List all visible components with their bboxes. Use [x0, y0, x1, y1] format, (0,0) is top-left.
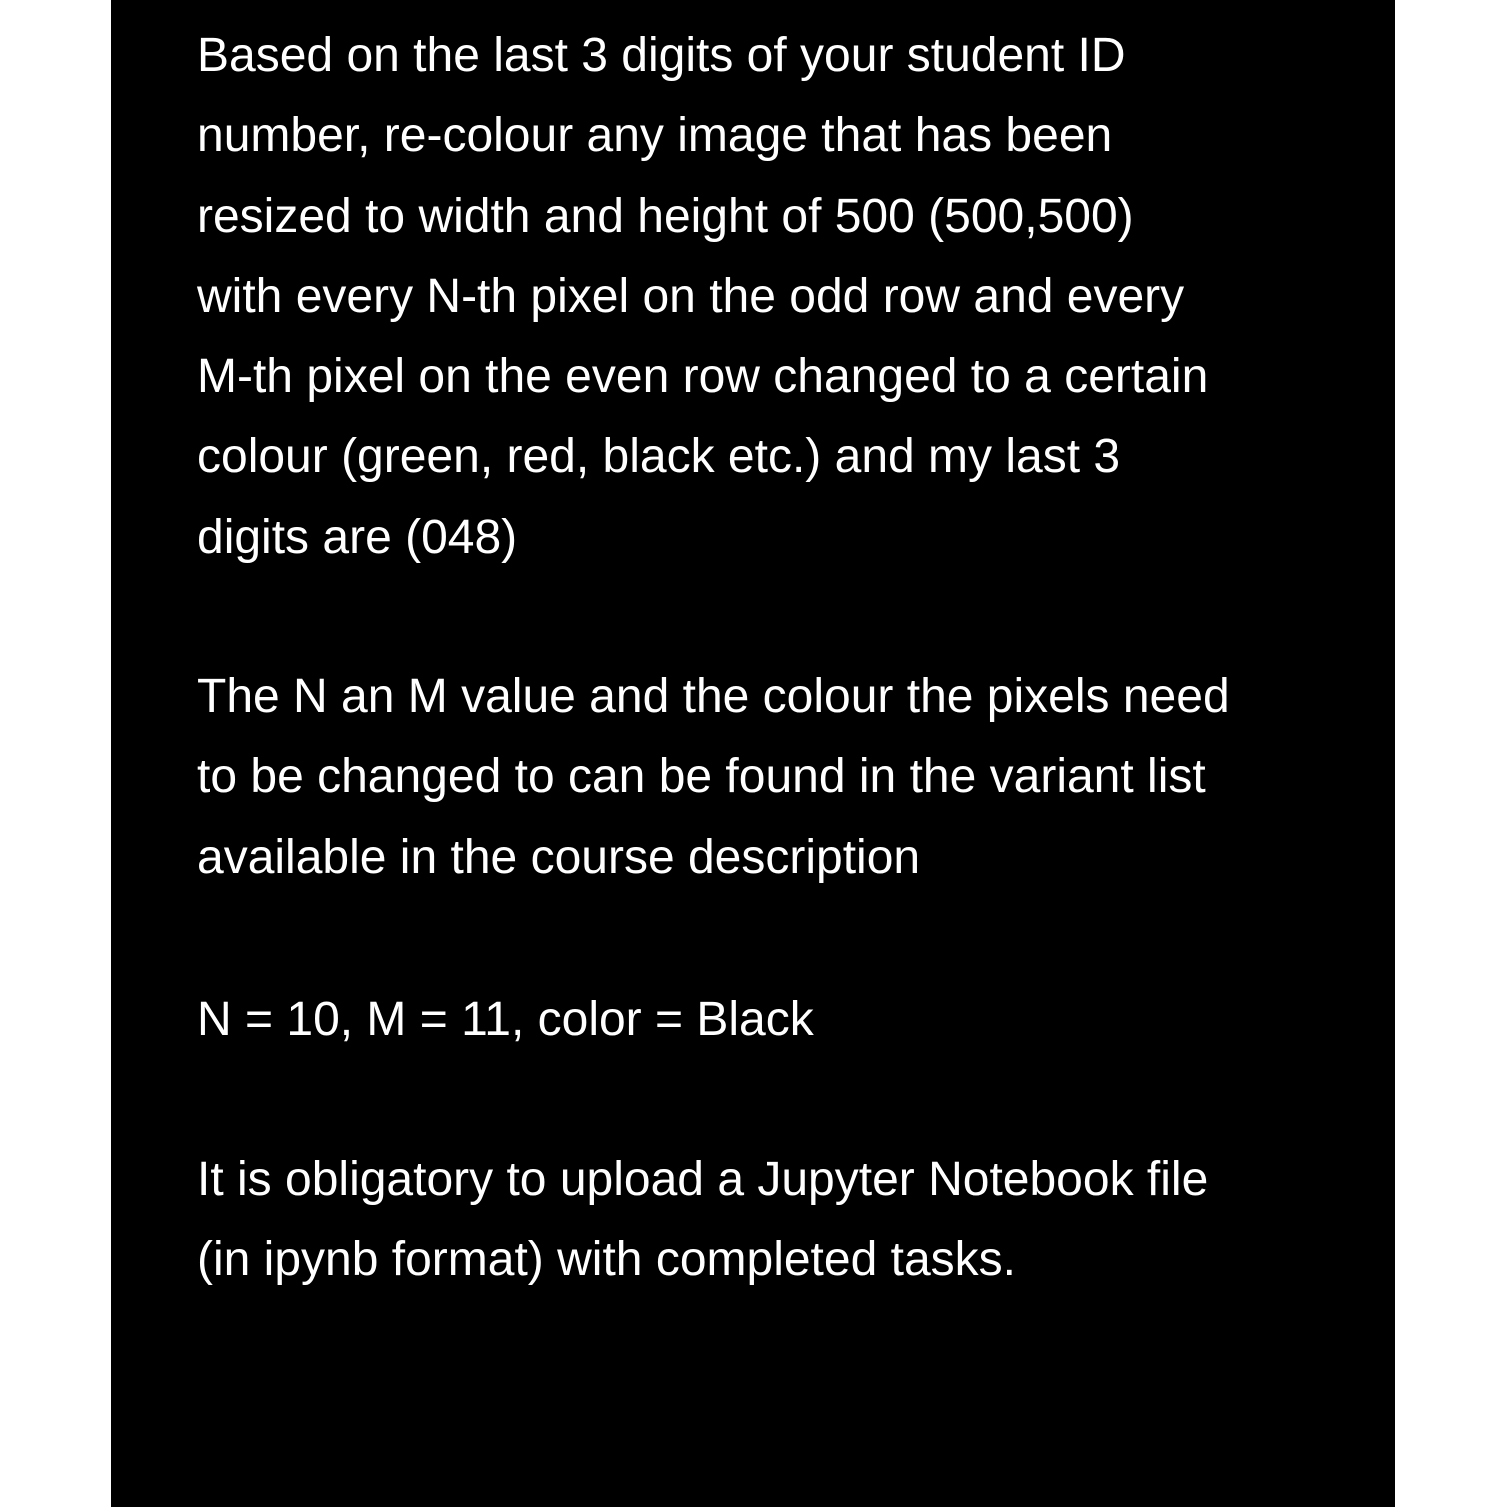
upload-requirement-paragraph: It is obligatory to upload a Jupyter Notebook file (in ipynb format) with completed tasks. [197, 1153, 1209, 1287]
note-screen [111, 0, 1395, 1507]
variant-info-paragraph: The N an M value and the colour the pixels need to be changed to can be found in the variant list available in the course description [197, 670, 1230, 884]
variant-values-paragraph: N = 10, M = 11, color = Black [197, 993, 814, 1046]
instructions-paragraph: Based on the last 3 digits of your student ID number, re-colour any image that has been resized to width and height of 500 (500,500) with every N-th pixel on the odd row and every M-th pixel on the even row changed to a certain colour (green, red, black etc.) and my last 3 digits are (048) [197, 29, 1209, 564]
